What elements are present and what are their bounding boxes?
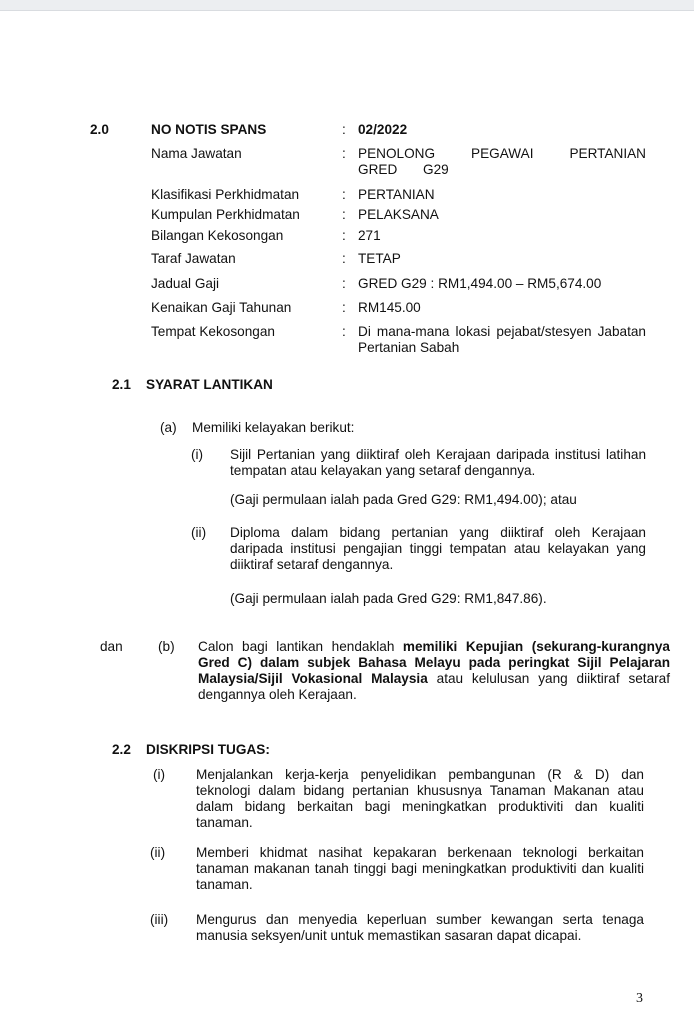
- field-value-nama-jawatan: PENOLONG PEGAWAI PERTANIAN GRED G29: [358, 146, 646, 177]
- viewer-top-bar: [0, 0, 694, 11]
- salary-note-i: (Gaji permulaan ialah pada Gred G29: RM1,494.00); atau: [230, 492, 577, 507]
- field-value-tempat: Di mana-mana lokasi pejabat/stesyen Jabatan Pertanian Sabah: [358, 324, 646, 355]
- field-label-klasifikasi: Klasifikasi Perkhidmatan: [151, 187, 300, 202]
- field-label-nama-jawatan: Nama Jawatan: [151, 146, 242, 161]
- list-item-i: Sijil Pertanian yang diiktiraf oleh Kerajaan daripada institusi latihan tempatan atau kelayakan yang setaraf dengannya.: [230, 447, 646, 478]
- colon: :: [342, 122, 346, 137]
- colon: :: [342, 207, 346, 222]
- field-value-kumpulan: PELAKSANA: [358, 207, 439, 222]
- salary-note-ii: (Gaji permulaan ialah pada Gred G29: RM1,847.86).: [230, 591, 547, 606]
- field-label-bilangan: Bilangan Kekosongan: [151, 228, 284, 243]
- list-item-b: [198, 639, 670, 703]
- field-label-jadual-gaji: Jadual Gaji: [151, 276, 220, 291]
- duty-item-iii: Mengurus dan menyedia keperluan sumber kewangan serta tenaga manusia seksyen/unit untuk memastikan sasaran dapat dicapai.: [196, 912, 644, 943]
- conjunction-dan: dan: [100, 639, 123, 654]
- field-label-kumpulan: Kumpulan Perkhidmatan: [151, 207, 300, 222]
- duty-marker-iii: (iii): [150, 912, 169, 927]
- list-item-b-text: Calon bagi lantikan hendaklah: [198, 639, 403, 654]
- colon: :: [342, 324, 346, 339]
- field-label-tempat: Tempat Kekosongan: [151, 324, 275, 339]
- field-value-jadual-gaji: GRED G29 : RM1,494.00 – RM5,674.00: [358, 276, 602, 291]
- list-marker-ii: (ii): [191, 525, 207, 540]
- duty-marker-ii: (ii): [150, 845, 166, 860]
- subsection-number: 2.1: [112, 377, 131, 392]
- colon: :: [342, 187, 346, 202]
- field-value-kenaikan: RM145.00: [358, 300, 421, 315]
- list-item-ii: Diploma dalam bidang pertanian yang diiktiraf oleh Kerajaan daripada institusi pengajian tinggi tempatan atau kelayakan yang diiktiraf setaraf dengannya.: [230, 525, 646, 572]
- duty-item-ii: Memberi khidmat nasihat kepakaran berkenaan teknologi berkaitan tanaman makanan tanah tinggi bagi meningkatkan produktiviti dan kualiti tanaman.: [196, 845, 644, 892]
- section-heading-value: 02/2022: [358, 122, 408, 137]
- field-label-kenaikan: Kenaikan Gaji Tahunan: [151, 300, 292, 315]
- field-value-bilangan: 271: [358, 228, 381, 243]
- section-number: 2.0: [90, 122, 109, 137]
- duty-marker-i: (i): [153, 767, 166, 782]
- field-value-klasifikasi: PERTANIAN: [358, 187, 435, 202]
- field-label-taraf: Taraf Jawatan: [151, 251, 236, 266]
- colon: :: [342, 228, 346, 243]
- colon: :: [342, 300, 346, 315]
- field-value-taraf: TETAP: [358, 251, 401, 266]
- colon: :: [342, 276, 346, 291]
- colon: :: [342, 146, 346, 161]
- subsection-number: 2.2: [112, 742, 131, 757]
- list-item-a: Memiliki kelayakan berikut:: [192, 420, 355, 435]
- list-item-b-text-end: atau kelulusan yang diiktiraf setaraf dengannya oleh Kerajaan.: [198, 671, 671, 702]
- list-marker-a: (a): [160, 420, 177, 435]
- list-item-b-bold: memiliki Kepujian (sekurang-kurangnya Gred C) dalam subjek Bahasa Melayu pada peringkat Sijil Pelajaran Malaysia/Sijil Vokasional Malaysia: [198, 639, 670, 686]
- list-marker-i: (i): [191, 447, 204, 462]
- page-number: 3: [636, 991, 643, 1006]
- section-heading-label: NO NOTIS SPANS: [151, 122, 267, 137]
- colon: :: [342, 251, 346, 266]
- subsection-title: DISKRIPSI TUGAS:: [146, 742, 270, 757]
- duty-item-i: Menjalankan kerja-kerja penyelidikan pembangunan (R & D) dan teknologi dalam bidang pertanian khususnya Tanaman Makanan atau dalam bidang berkaitan bagi meningkatkan produktiviti dan kualiti tanaman.: [196, 767, 644, 830]
- list-marker-b: (b): [158, 639, 175, 654]
- subsection-title: SYARAT LANTIKAN: [146, 377, 273, 392]
